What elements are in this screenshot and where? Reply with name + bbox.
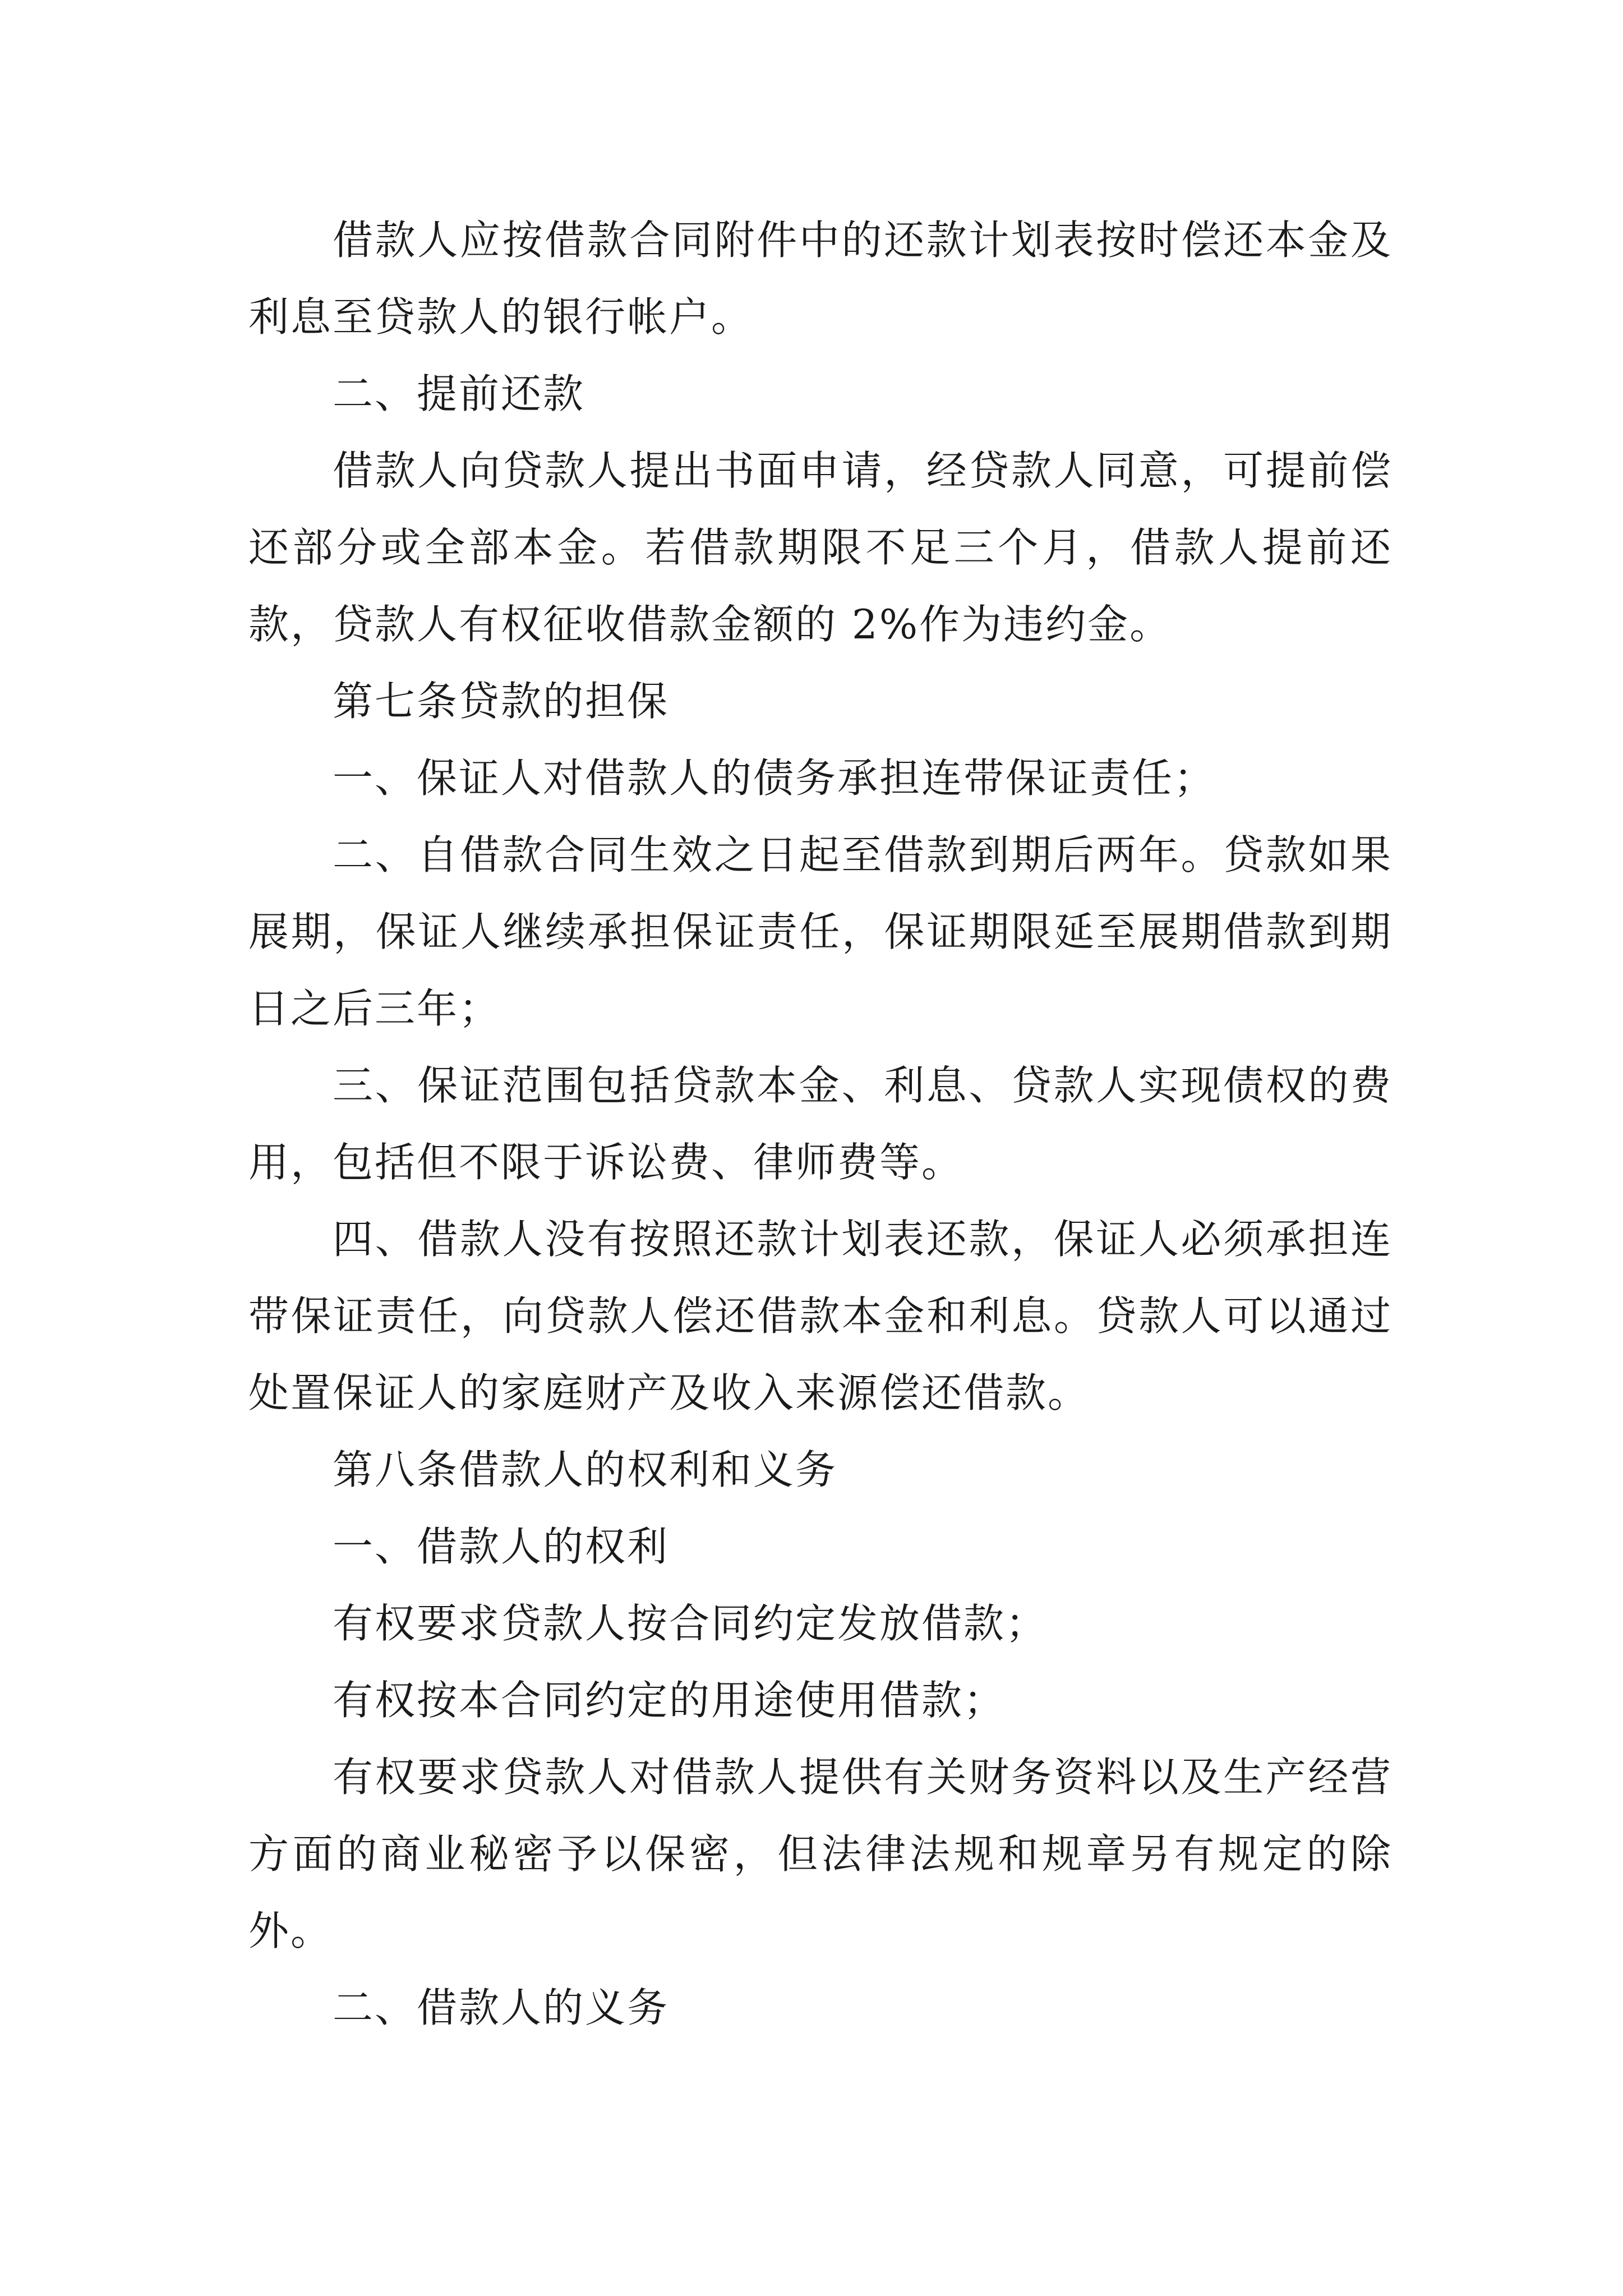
- paragraph-repayment-schedule: 借款人应按借款合同附件中的还款计划表按时偿还本金及利息至贷款人的银行帐户。: [248, 217, 1393, 341]
- heading-borrower-obligations: 二、借款人的义务: [333, 1984, 670, 2031]
- document-body: [248, 202, 1393, 2046]
- paragraph-guarantee-4: 四、借款人没有按照还款计划表还款，保证人必须承担连带保证责任，向贷款人偿还借款本金和利息。贷款人可以通过处置保证人的家庭财产及收入来源偿还借款。: [248, 1216, 1393, 1416]
- paragraph-guarantee-2: 二、自借款合同生效之日起至借款到期后两年。贷款如果展期，保证人继续承担保证责任，保证期限延至展期借款到期日之后三年；: [248, 831, 1393, 1032]
- paragraph-right-2: 有权按本合同约定的用途使用借款；: [333, 1677, 1006, 1724]
- paragraph-guarantee-1: 一、保证人对借款人的债务承担连带保证责任；: [333, 754, 1216, 802]
- paragraph-right-3: 有权要求贷款人对借款人提供有关财务资料以及生产经营方面的商业秘密予以保密，但法律法规和规章另有规定的除外。: [248, 1754, 1393, 1954]
- heading-borrower-rights: 一、借款人的权利: [333, 1523, 670, 1570]
- heading-article-8: 第八条借款人的权利和义务: [333, 1446, 838, 1493]
- paragraph-early-repayment: 借款人向贷款人提出书面申请，经贷款人同意，可提前偿还部分或全部本金。若借款期限不足三个月，借款人提前还款，贷款人有权征收借款金额的 2%作为违约金。: [248, 447, 1393, 648]
- heading-article-7: 第七条贷款的担保: [333, 678, 670, 725]
- paragraph-right-1: 有权要求贷款人按合同约定发放借款；: [333, 1600, 1048, 1647]
- heading-early-repayment: 二、提前还款: [333, 370, 585, 417]
- paragraph-guarantee-3: 三、保证范围包括贷款本金、利息、贷款人实现债权的费用，包括但不限于诉讼费、律师费等。: [248, 1062, 1393, 1186]
